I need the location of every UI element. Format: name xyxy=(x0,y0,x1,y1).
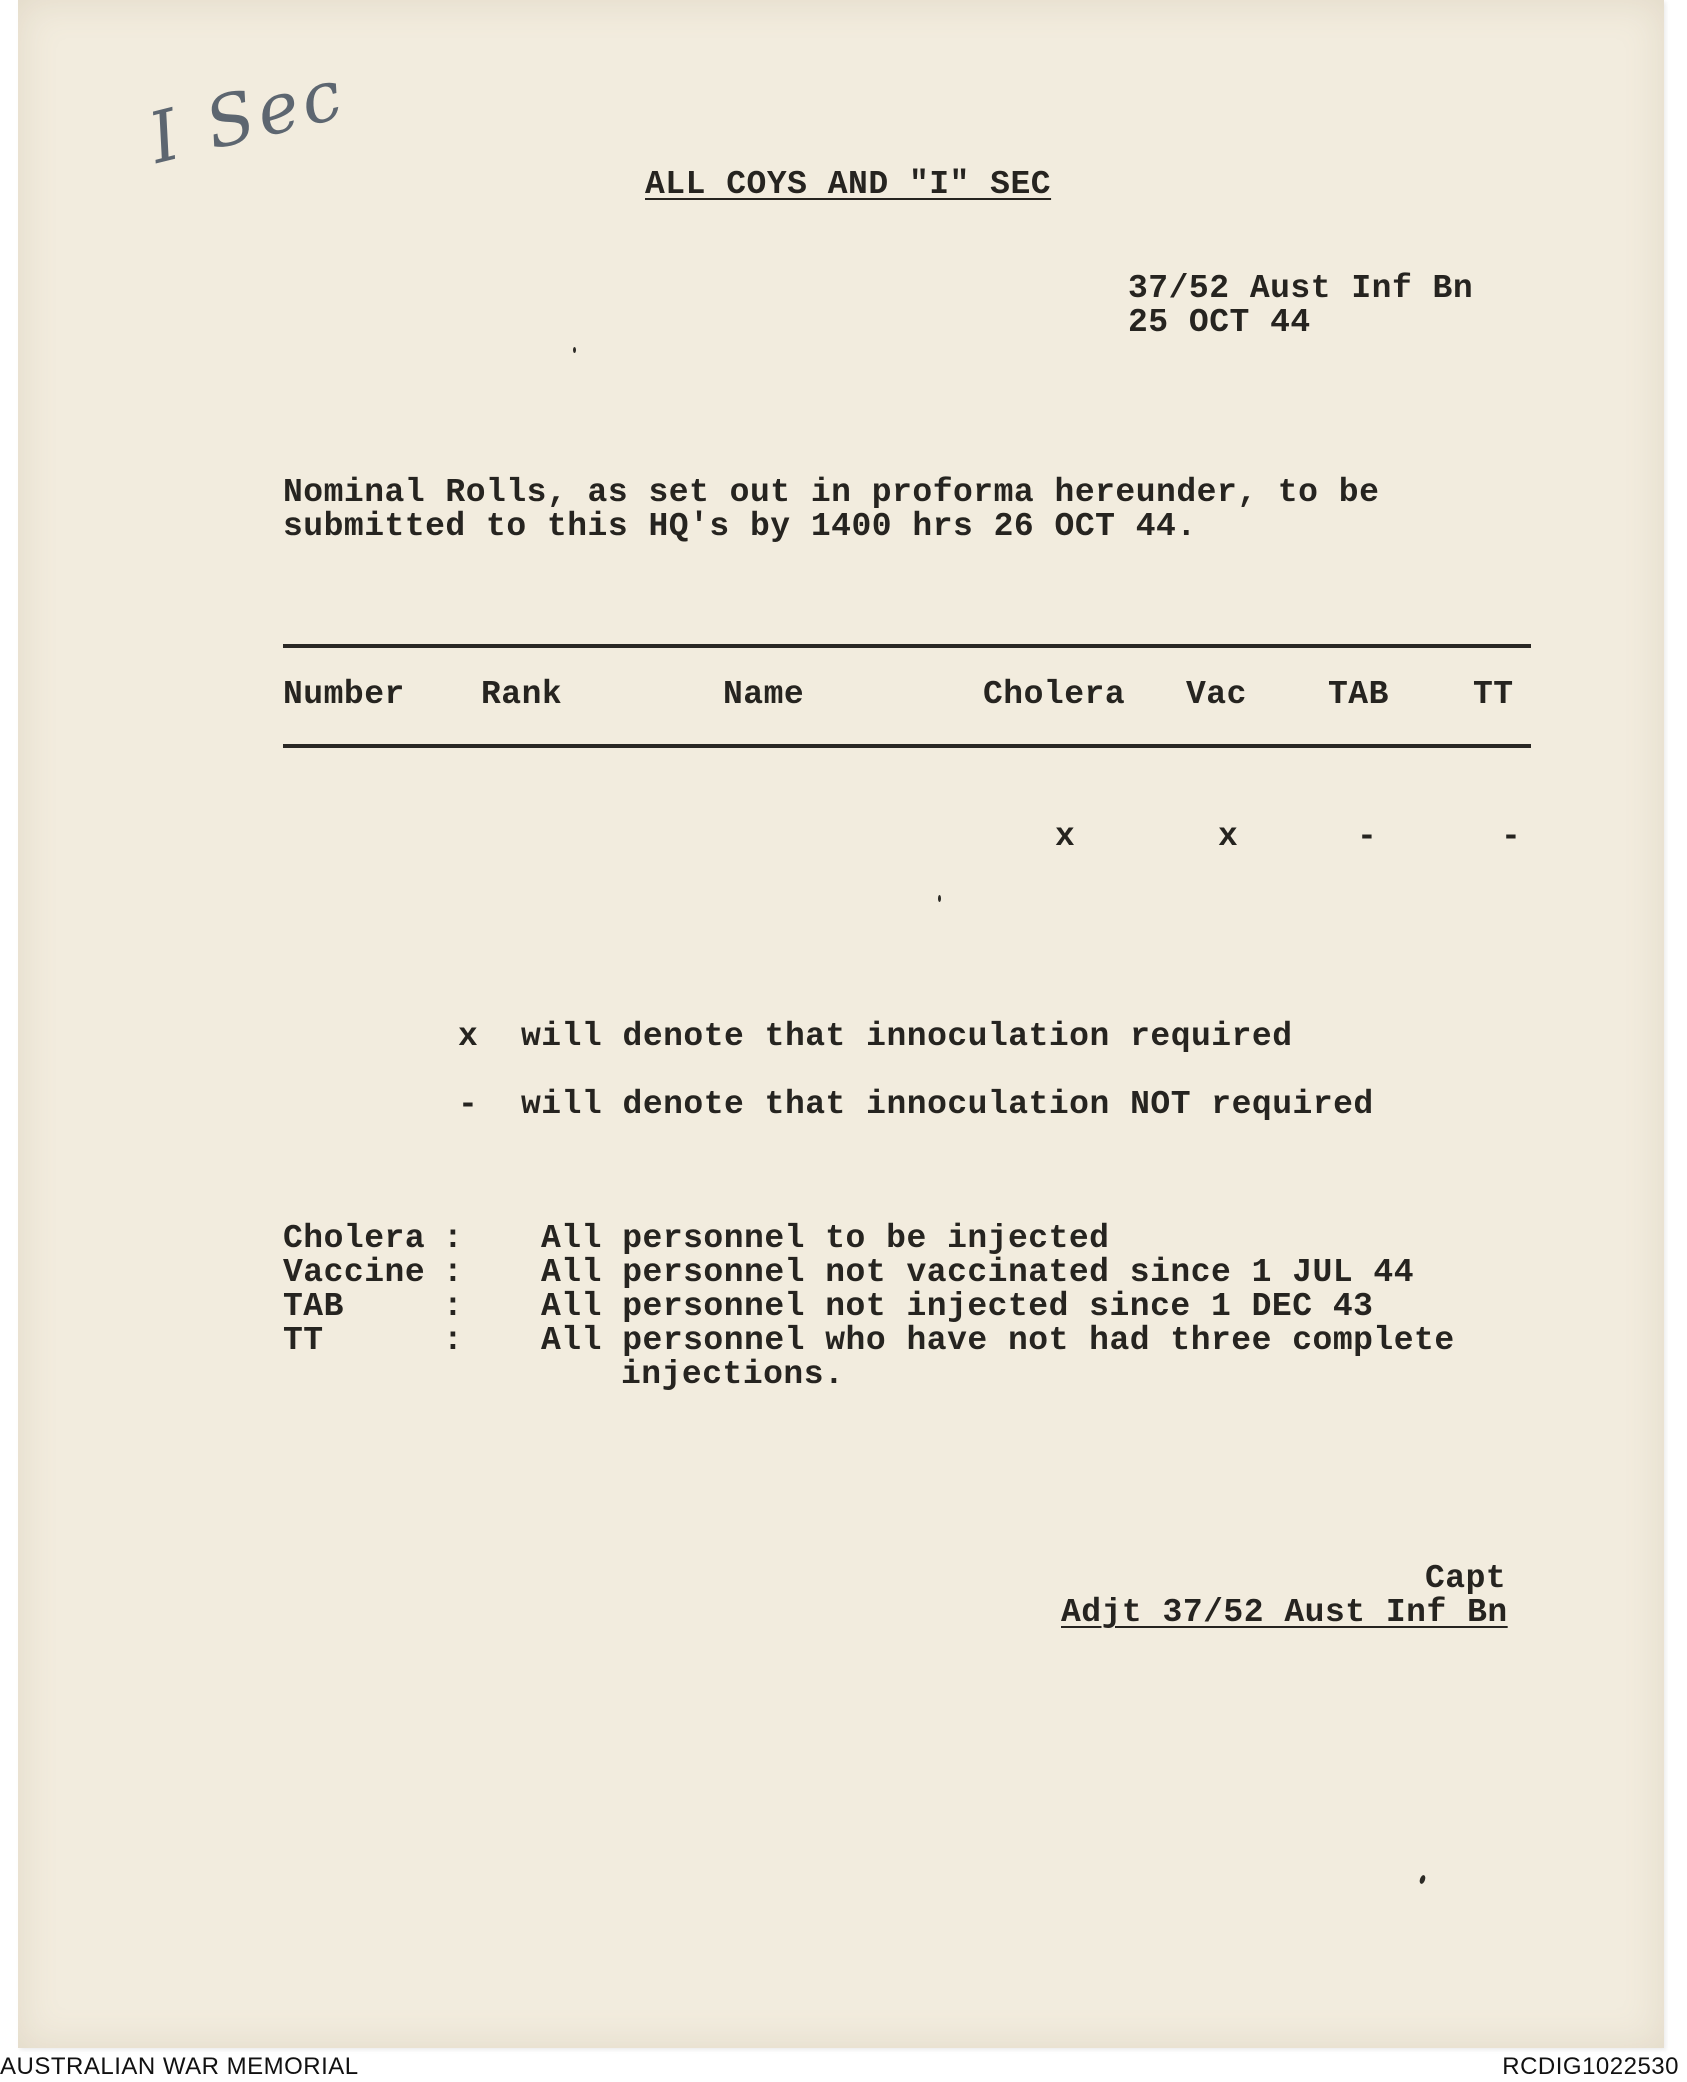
table-top-rule xyxy=(283,644,1531,648)
definition-text-cholera: All personnel to be injected xyxy=(541,1220,1110,1257)
instruction-line-2: submitted to this HQ's by 1400 hrs 26 OCT 44. xyxy=(283,508,1197,545)
legend-x-symbol: x xyxy=(458,1018,479,1055)
document-date: 25 OCT 44 xyxy=(1128,304,1311,341)
column-header-number: Number xyxy=(283,676,405,713)
legend-dash-symbol: - xyxy=(458,1086,479,1123)
definition-separator: : xyxy=(443,1254,464,1291)
definition-text-vaccine: All personnel not vaccinated since 1 JUL 44 xyxy=(541,1254,1415,1291)
definition-text-tt: All personnel who have not had three complete xyxy=(541,1322,1455,1359)
cell-tt: - xyxy=(1501,818,1522,855)
column-header-rank: Rank xyxy=(481,676,563,713)
definition-term-tt: TT xyxy=(283,1322,324,1359)
definition-separator: : xyxy=(443,1322,464,1359)
ink-speck xyxy=(938,895,941,902)
signature-rank: Capt xyxy=(1425,1560,1507,1597)
column-header-vac: Vac xyxy=(1186,676,1247,713)
legend-dash-text: will denote that innoculation NOT required xyxy=(521,1086,1374,1123)
document-title: ALL COYS AND "I" SEC xyxy=(645,166,1052,203)
footer-record-id: RCDIG1022530 xyxy=(1502,2053,1679,2080)
column-header-tab: TAB xyxy=(1328,676,1389,713)
table-header-rule xyxy=(283,744,1531,748)
column-header-tt: TT xyxy=(1473,676,1514,713)
document-page xyxy=(18,0,1664,2048)
cell-cholera: x xyxy=(1055,818,1076,855)
definition-separator: : xyxy=(443,1220,464,1257)
signature-appointment: Adjt 37/52 Aust Inf Bn xyxy=(1061,1594,1508,1631)
instruction-line-1: Nominal Rolls, as set out in proforma hereunder, to be xyxy=(283,474,1380,511)
ink-speck xyxy=(573,347,576,353)
definition-term-cholera: Cholera xyxy=(283,1220,426,1257)
cell-vac: x xyxy=(1218,818,1239,855)
cell-tab: - xyxy=(1357,818,1378,855)
definition-term-vaccine: Vaccine xyxy=(283,1254,426,1291)
handwritten-annotation: I Sec xyxy=(141,52,354,180)
footer-archive-name: AUSTRALIAN WAR MEMORIAL xyxy=(0,2053,359,2080)
unit-designation: 37/52 Aust Inf Bn xyxy=(1128,270,1474,307)
definition-term-tab: TAB xyxy=(283,1288,344,1325)
column-header-cholera: Cholera xyxy=(983,676,1126,713)
definition-text-tab: All personnel not injected since 1 DEC 43 xyxy=(541,1288,1374,1325)
definition-text-tt-continuation: injections. xyxy=(621,1356,845,1393)
ink-speck xyxy=(1419,1874,1427,1884)
column-header-name: Name xyxy=(723,676,805,713)
definition-separator: : xyxy=(443,1288,464,1325)
legend-x-text: will denote that innoculation required xyxy=(521,1018,1293,1055)
